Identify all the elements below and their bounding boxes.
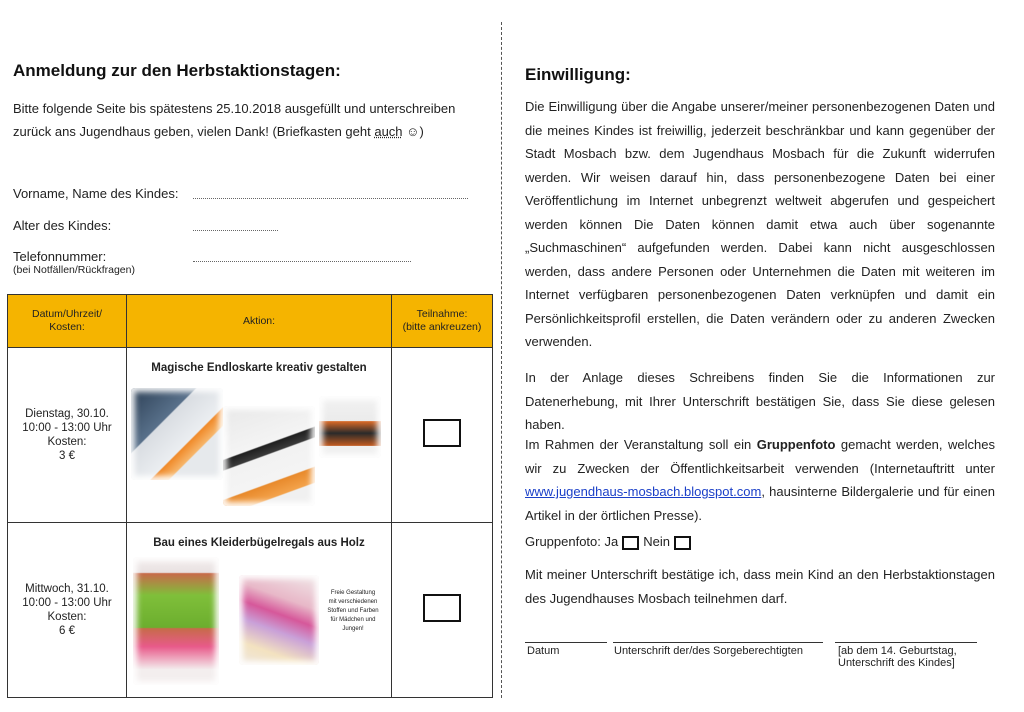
child-signature-line[interactable] [835,642,977,643]
event-action-cell [127,348,392,523]
witch-card-photo [223,406,315,506]
group-photo-yes-checkbox[interactable] [622,536,639,550]
child-age-field[interactable] [193,230,278,231]
phone-label: Telefonnummer: [13,249,107,264]
consent-paragraph-2: In der Anlage dieses Schreibens finden Sie die Informationen zur Datenerhebung, mit Ihrer Unterschrift bestätigen Sie, dass Sie diese gelesen haben. [525,370,995,432]
schedule-table [7,294,493,698]
header-date: Datum/Uhrzeit/ Kosten: [8,295,127,348]
event-title: Bau eines Kleiderbügelregals aus Holz [153,537,365,549]
participation-checkbox-day2[interactable] [423,594,461,622]
page-divider [501,22,502,698]
event-photos [127,557,391,697]
guardian-signature-label: Unterschrift der/des Sorgeberechtigten [614,645,803,657]
table-row [8,348,493,523]
date-label: Datum [527,645,560,657]
event-date-cell: Dienstag, 30.10. 10:00 - 13:00 Uhr Kosten: 3 € [8,348,127,523]
consent-title: Einwilligung: [525,65,631,84]
free-design-note: Freie Gestaltung mit verschiedenen Stoffen und Farben für Mädchen und Jungen! [327,590,379,632]
group-photo-no-checkbox[interactable] [674,536,691,550]
hanger-shelf-photo-1 [133,557,219,685]
registration-intro: Bitte folgende Seite bis spätestens 25.10.2018 ausgefüllt und unterschreiben zurück ans Jugendhaus geben, vielen Dank! (Briefkasten geht auch ☺) [13,101,456,139]
group-photo-choice: Gruppenfoto: Ja Nein [525,532,695,552]
consent-paragraph-1: Die Einwilligung über die Angabe unserer/meiner personenbezogenen Daten und die meines Kindes ist freiwillig, jederzeit beschränkbar und kann gegenüber der Stadt Mosbach bzw. dem Jugendhaus Mosbach für die Zukunft widerrufen werden. Wir weisen darauf hin, dass personenbezogene Daten bei einer Veröffentlichung im Internet unbegrenzt weltweit abgerufen und gespeichert werden können Die Daten können damit etwa auch über sogenannte „Suchmaschinen“ aufgefunden werden. Dabei kann nicht ausgeschlossen werden, dass andere Personen oder Unternehmen die Daten mit weiteren im Internet verfügbaren personenbezogenen Daten verknüpfen und damit ein Persönlichkeitsprofil erstellen, die Daten verändern oder zu anderen Zwecken verwenden. [525,99,995,349]
event-title: Magische Endloskarte kreativ gestalten [151,362,367,374]
child-name-field[interactable] [193,198,468,199]
consent-paragraph-4: Mit meiner Unterschrift bestätige ich, dass mein Kind an den Herbstaktionstagen des Jugendhauses Mosbach teilnehmen darf. [525,567,995,606]
header-participation: Teilnahme: (bitte ankreuzen) [392,295,493,348]
event-action-cell [127,523,392,698]
child-name-label: Vorname, Name des Kindes: [13,186,179,201]
consent-paragraph-3: Im Rahmen der Veranstaltung soll ein Gruppenfoto gemacht werden, welches wir zu Zwecken der Öffentlichkeitsarbeit verwenden (Internetauftritt unter www.jugendhaus-mosbach.blogspot.com, hausinterne Bildergalerie und für einen Artikel in der örtlichen Presse). [525,437,995,523]
event-date-cell: Mittwoch, 31.10. 10:00 - 13:00 Uhr Kosten: 6 € [8,523,127,698]
event-photos [127,382,391,522]
child-age-label: Alter des Kindes: [13,218,112,233]
endless-card-photo [131,388,223,480]
participation-cell [392,523,493,698]
phone-sublabel: (bei Notfällen/Rückfragen) [13,264,135,276]
blog-link[interactable]: www.jugendhaus-mosbach.blogspot.com [525,484,762,499]
cat-card-photo [319,396,381,458]
hanger-shelf-photo-2 [239,575,319,665]
child-signature-label: [ab dem 14. Geburtstag, Unterschrift des Kindes] [838,645,957,669]
table-row [8,523,493,698]
registration-title: Anmeldung zur den Herbstaktionstagen: [13,61,341,80]
participation-cell [392,348,493,523]
phone-field[interactable] [193,261,411,262]
guardian-signature-line[interactable] [613,642,823,643]
table-header-row [8,295,493,348]
header-action: Aktion: [127,295,392,348]
participation-checkbox-day1[interactable] [423,419,461,447]
date-signature-line[interactable] [525,642,607,643]
